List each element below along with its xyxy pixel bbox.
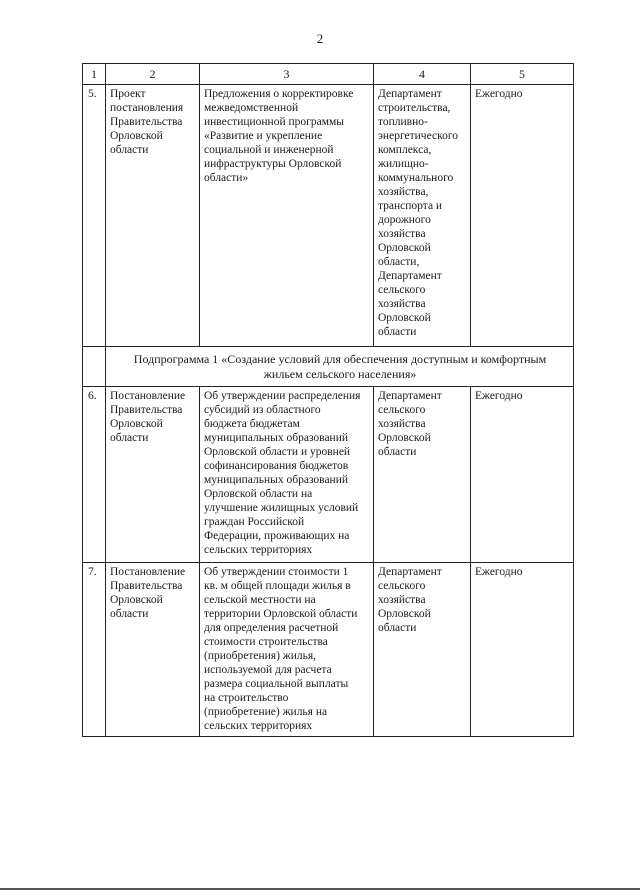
column-number-4: 4 (374, 64, 471, 85)
measures-table (82, 63, 574, 737)
column-number-2: 2 (106, 64, 200, 85)
row-period: Ежегодно (471, 387, 574, 563)
row-period: Ежегодно (471, 563, 574, 737)
subprogram-heading: Подпрограмма 1 «Создание условий для обеспечения доступным и комфортным жильем сельского населения» (106, 347, 574, 387)
row-responsible: Департамент строительства, топливно- энергетического комплекса, жилищно- коммунального хозяйства, транспорта и дорожного хозяйства Орловской области, Департамент сельского хозяйства Орловской области (374, 85, 471, 347)
table-row (83, 85, 574, 347)
row-document-type: Постановление Правительства Орловской области (106, 563, 200, 737)
column-number-1: 1 (83, 64, 106, 85)
table-header-row (83, 64, 574, 85)
row-responsible: Департамент сельского хозяйства Орловской области (374, 387, 471, 563)
row-document-type: Проект постановления Правительства Орловской области (106, 85, 200, 347)
row-number: 5. (83, 85, 106, 347)
row-title: Предложения о корректировке межведомственной инвестиционной программы «Развитие и укрепление социальной и инженерной инфраструктуры Орловской области» (200, 85, 374, 347)
column-number-5: 5 (471, 64, 574, 85)
row-number: 6. (83, 387, 106, 563)
row-title: Об утверждении распределения субсидий из областного бюджета бюджетам муниципальных образований Орловской области и уровней софинансирования бюджетов муниципальных образований Орловской области на улучшение жилищных условий граждан Российской Федерации, проживающих на сельских территориях (200, 387, 374, 563)
table-row (83, 563, 574, 737)
row-number: 7. (83, 563, 106, 737)
subprogram-row (83, 347, 574, 387)
column-number-3: 3 (200, 64, 374, 85)
row-document-type: Постановление Правительства Орловской области (106, 387, 200, 563)
page-number: 2 (316, 31, 324, 46)
row-period: Ежегодно (471, 85, 574, 347)
row-title: Об утверждении стоимости 1 кв. м общей площади жилья в сельской местности на территории Орловской области для определения расчетной стоимости строительства (приобретения) жилья, используемой для расчета размера социальной выплаты на строительство (приобретение) жилья на сельских территориях (200, 563, 374, 737)
scan-bottom-edge (0, 888, 640, 890)
row-responsible: Департамент сельского хозяйства Орловской области (374, 563, 471, 737)
subprogram-number-cell (83, 347, 106, 387)
table-row (83, 387, 574, 563)
